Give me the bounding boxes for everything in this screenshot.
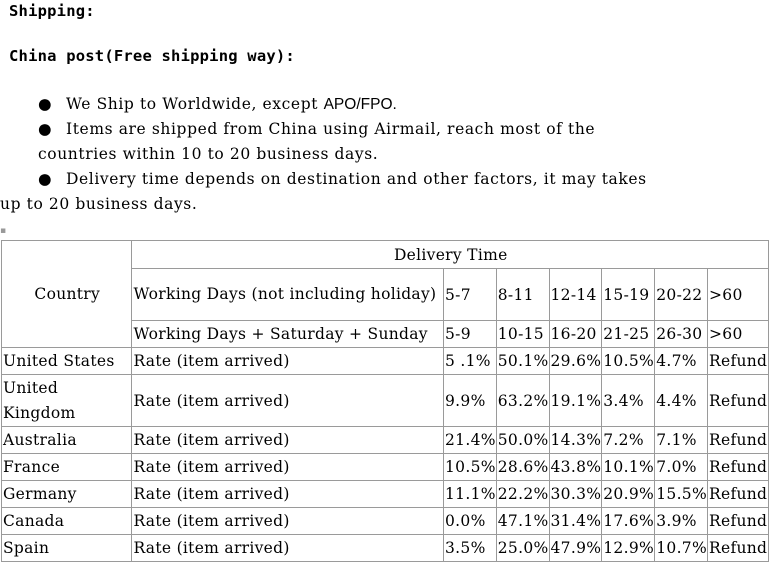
- range-cell: >60: [708, 321, 769, 348]
- shipping-bullet-list: [0, 92, 738, 217]
- country-cell: France: [2, 454, 132, 481]
- bullet-text: Delivery time depends on destination and other factors, it may takes: [66, 170, 647, 188]
- range-cell: 15-19: [602, 269, 655, 321]
- rate-cell: 7.1%: [655, 427, 708, 454]
- rate-cell: 31.4%: [549, 508, 602, 535]
- table-anchor-icon: ▪: [0, 226, 7, 236]
- bullet-item-delivery-time: [38, 167, 738, 192]
- rate-cell: Refund: [708, 348, 769, 375]
- bullet-continuation: countries within 10 to 20 business days.: [38, 145, 379, 163]
- rate-cell: 5 .1%: [444, 348, 497, 375]
- table-row: [2, 508, 769, 535]
- rate-cell: 63.2%: [496, 375, 549, 427]
- bullet-apo-fpo: APO/FPO.: [323, 96, 397, 113]
- range-cell: 20-22: [655, 269, 708, 321]
- rate-cell: 3.4%: [602, 375, 655, 427]
- rate-cell: 11.1%: [444, 481, 497, 508]
- bullet-icon: ●: [38, 95, 53, 113]
- rate-cell: 10.1%: [602, 454, 655, 481]
- rate-cell: 14.3%: [549, 427, 602, 454]
- rate-label-cell: Rate (item arrived): [132, 535, 444, 562]
- table-row: [2, 535, 769, 562]
- rate-cell: 15.5%: [655, 481, 708, 508]
- rate-cell: 4.4%: [655, 375, 708, 427]
- range-cell: >60: [708, 269, 769, 321]
- rate-cell: 47.9%: [549, 535, 602, 562]
- rate-cell: 0.0%: [444, 508, 497, 535]
- rate-cell: 4.7%: [655, 348, 708, 375]
- rate-label-cell: Rate (item arrived): [132, 481, 444, 508]
- rate-cell: Refund: [708, 427, 769, 454]
- range-cell: 16-20: [549, 321, 602, 348]
- rate-cell: 3.5%: [444, 535, 497, 562]
- rate-cell: 12.9%: [602, 535, 655, 562]
- delivery-time-table: [1, 240, 769, 562]
- table-row: [2, 348, 769, 375]
- country-cell: Spain: [2, 535, 132, 562]
- range-cell: 21-25: [602, 321, 655, 348]
- range-cell: 5-9: [444, 321, 497, 348]
- rate-cell: 10.5%: [444, 454, 497, 481]
- rate-cell: 29.6%: [549, 348, 602, 375]
- rate-cell: 22.2%: [496, 481, 549, 508]
- country-header: Country: [2, 241, 132, 348]
- working-days-label: Working Days (not including holiday): [132, 269, 444, 321]
- table-row: [2, 454, 769, 481]
- country-cell: Canada: [2, 508, 132, 535]
- rate-cell: 20.9%: [602, 481, 655, 508]
- rate-cell: Refund: [708, 375, 769, 427]
- country-cell: United States: [2, 348, 132, 375]
- rate-cell: 17.6%: [602, 508, 655, 535]
- table-row: [2, 375, 769, 427]
- bullet-text: We Ship to Worldwide, except: [66, 95, 324, 113]
- rate-cell: 43.8%: [549, 454, 602, 481]
- range-cell: 26-30: [655, 321, 708, 348]
- rate-cell: 3.9%: [655, 508, 708, 535]
- rate-cell: 50.1%: [496, 348, 549, 375]
- bullet-icon: ●: [38, 170, 53, 188]
- bullet-item-airmail: [38, 117, 738, 142]
- country-cell: United Kingdom: [2, 375, 132, 427]
- table-row: [2, 481, 769, 508]
- rate-label-cell: Rate (item arrived): [132, 348, 444, 375]
- country-cell: Australia: [2, 427, 132, 454]
- bullet-text: Items are shipped from China using Airmail, reach most of the: [66, 120, 596, 138]
- working-days-sat-label: Working Days + Saturday + Sunday: [132, 321, 444, 348]
- rate-cell: Refund: [708, 508, 769, 535]
- rate-cell: 10.5%: [602, 348, 655, 375]
- rate-label-cell: Rate (item arrived): [132, 375, 444, 427]
- range-cell: 12-14: [549, 269, 602, 321]
- country-cell: Germany: [2, 481, 132, 508]
- shipping-heading: Shipping:: [9, 2, 95, 20]
- range-cell: 8-11: [496, 269, 549, 321]
- rate-cell: 21.4%: [444, 427, 497, 454]
- rate-cell: 19.1%: [549, 375, 602, 427]
- rate-label-cell: Rate (item arrived): [132, 427, 444, 454]
- rate-label-cell: Rate (item arrived): [132, 454, 444, 481]
- delivery-time-header: Delivery Time: [132, 241, 769, 269]
- bullet-continuation: up to 20 business days.: [0, 195, 198, 213]
- rate-cell: Refund: [708, 481, 769, 508]
- rate-cell: 7.0%: [655, 454, 708, 481]
- rate-label-cell: Rate (item arrived): [132, 508, 444, 535]
- rate-cell: Refund: [708, 535, 769, 562]
- rate-cell: 25.0%: [496, 535, 549, 562]
- rate-cell: 47.1%: [496, 508, 549, 535]
- bullet-item-worldwide: [38, 92, 738, 117]
- china-post-heading: China post(Free shipping way):: [9, 47, 295, 65]
- rate-cell: 10.7%: [655, 535, 708, 562]
- table-header-row: [2, 241, 769, 269]
- rate-cell: 50.0%: [496, 427, 549, 454]
- rate-cell: 30.3%: [549, 481, 602, 508]
- rate-cell: 28.6%: [496, 454, 549, 481]
- rate-cell: 9.9%: [444, 375, 497, 427]
- range-cell: 5-7: [444, 269, 497, 321]
- rate-cell: 7.2%: [602, 427, 655, 454]
- bullet-icon: ●: [38, 120, 53, 138]
- table-row: [2, 427, 769, 454]
- range-cell: 10-15: [496, 321, 549, 348]
- rate-cell: Refund: [708, 454, 769, 481]
